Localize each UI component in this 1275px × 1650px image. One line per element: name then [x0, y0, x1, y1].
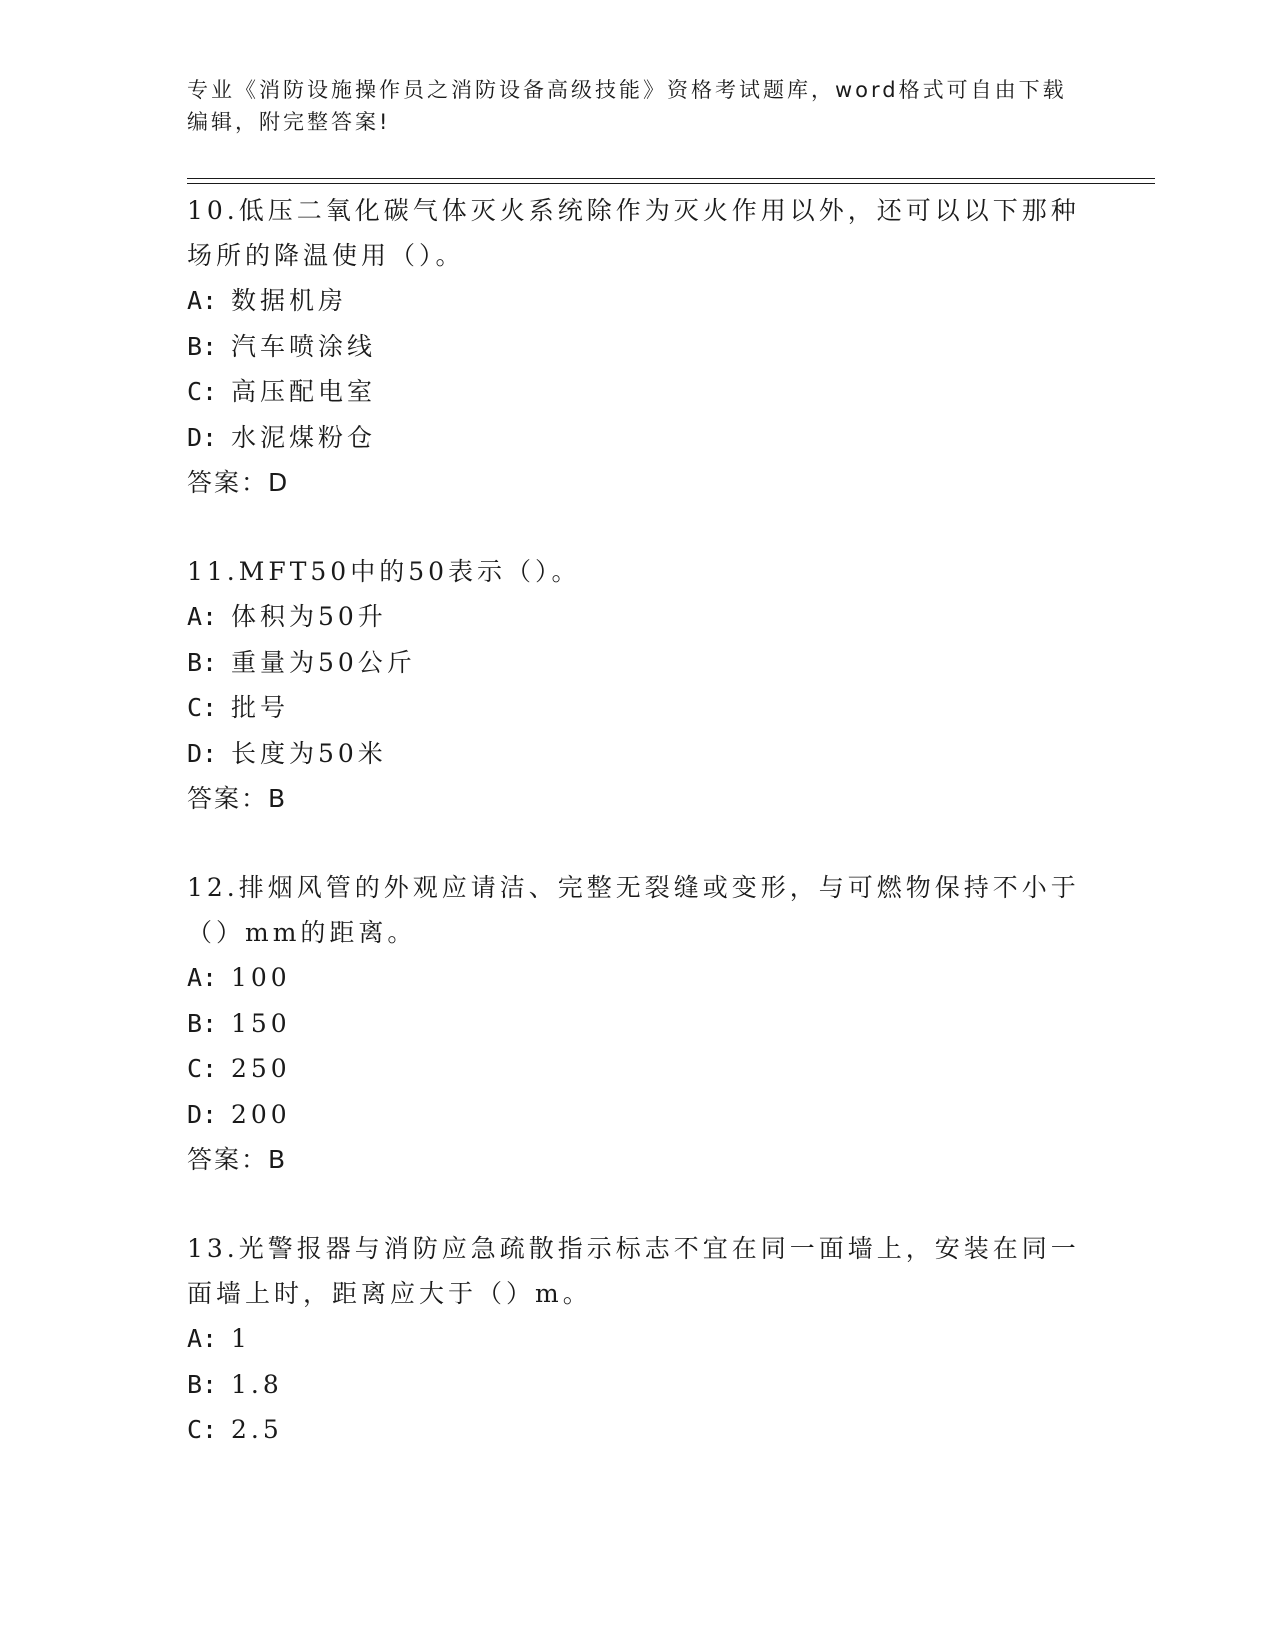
option-key: C: — [187, 693, 218, 722]
option-key: A: — [187, 963, 218, 992]
document-intro: 专业《消防设施操作员之消防设备高级技能》资格考试题库，word格式可自由下载编辑，附完整答案! — [187, 78, 1067, 134]
option-key: B: — [187, 1369, 218, 1399]
option-d — [187, 1092, 1087, 1138]
option-a — [187, 1316, 1087, 1362]
option-key: D: — [187, 422, 218, 452]
option-text: 高压配电室 — [231, 377, 377, 406]
option-b — [187, 324, 1087, 370]
question-stem: 12.排烟风管的外观应请洁、完整无裂缝或变形，与可燃物保持不小于（）mm的距离。 — [187, 873, 1080, 947]
answer-label: 答案：D — [187, 468, 290, 497]
question-stem: 11.MFT50中的50表示（）。 — [187, 557, 581, 586]
option-a — [187, 955, 1087, 1001]
question-item — [187, 1226, 1087, 1453]
option-c — [187, 369, 1087, 415]
option-key: A: — [187, 602, 218, 631]
option-text: 重量为50公斤 — [231, 647, 416, 677]
option-text: 200 — [231, 1099, 291, 1129]
question-item — [187, 865, 1087, 1182]
question-stem: 10.低压二氧化碳气体灭火系统除作为灭火作用以外，还可以以下那种场所的降温使用（）。 — [187, 196, 1080, 270]
option-text: 100 — [231, 963, 291, 992]
header-divider-bottom — [187, 183, 1155, 184]
option-text: 体积为50升 — [231, 602, 387, 631]
option-text: 水泥煤粉仓 — [231, 422, 377, 452]
option-key: A: — [187, 1324, 218, 1353]
question-stem: 13.光警报器与消防应急疏散指示标志不宜在同一面墙上，安装在同一面墙上时，距离应大于（）m。 — [187, 1234, 1080, 1308]
option-text: 数据机房 — [231, 286, 348, 315]
question-item — [187, 549, 1087, 821]
answer-label: 答案：B — [187, 784, 288, 813]
option-text: 250 — [231, 1054, 291, 1083]
option-text: 1 — [231, 1324, 251, 1353]
option-a — [187, 594, 1087, 640]
option-text: 1.8 — [231, 1369, 283, 1399]
option-b — [187, 1362, 1087, 1408]
option-text: 2.5 — [231, 1415, 283, 1444]
option-key: D: — [187, 738, 218, 768]
option-c — [187, 1407, 1087, 1453]
option-text: 批号 — [231, 693, 290, 722]
option-key: C: — [187, 1054, 218, 1083]
option-d — [187, 415, 1087, 461]
option-key: C: — [187, 377, 218, 406]
option-b — [187, 640, 1087, 686]
header-divider-top — [187, 178, 1155, 179]
option-key: A: — [187, 286, 218, 315]
option-key: D: — [187, 1099, 218, 1129]
option-d — [187, 731, 1087, 777]
option-b — [187, 1001, 1087, 1047]
option-key: C: — [187, 1415, 218, 1444]
option-key: B: — [187, 331, 218, 361]
option-a — [187, 278, 1087, 324]
option-text: 长度为50米 — [231, 738, 387, 768]
option-c — [187, 1046, 1087, 1092]
option-text: 150 — [231, 1008, 291, 1038]
question-item — [187, 188, 1087, 505]
answer-label: 答案：B — [187, 1145, 288, 1174]
option-key: B: — [187, 647, 218, 677]
option-text: 汽车喷涂线 — [231, 331, 377, 361]
question-list — [187, 188, 1087, 1497]
option-c — [187, 685, 1087, 731]
option-key: B: — [187, 1008, 218, 1038]
